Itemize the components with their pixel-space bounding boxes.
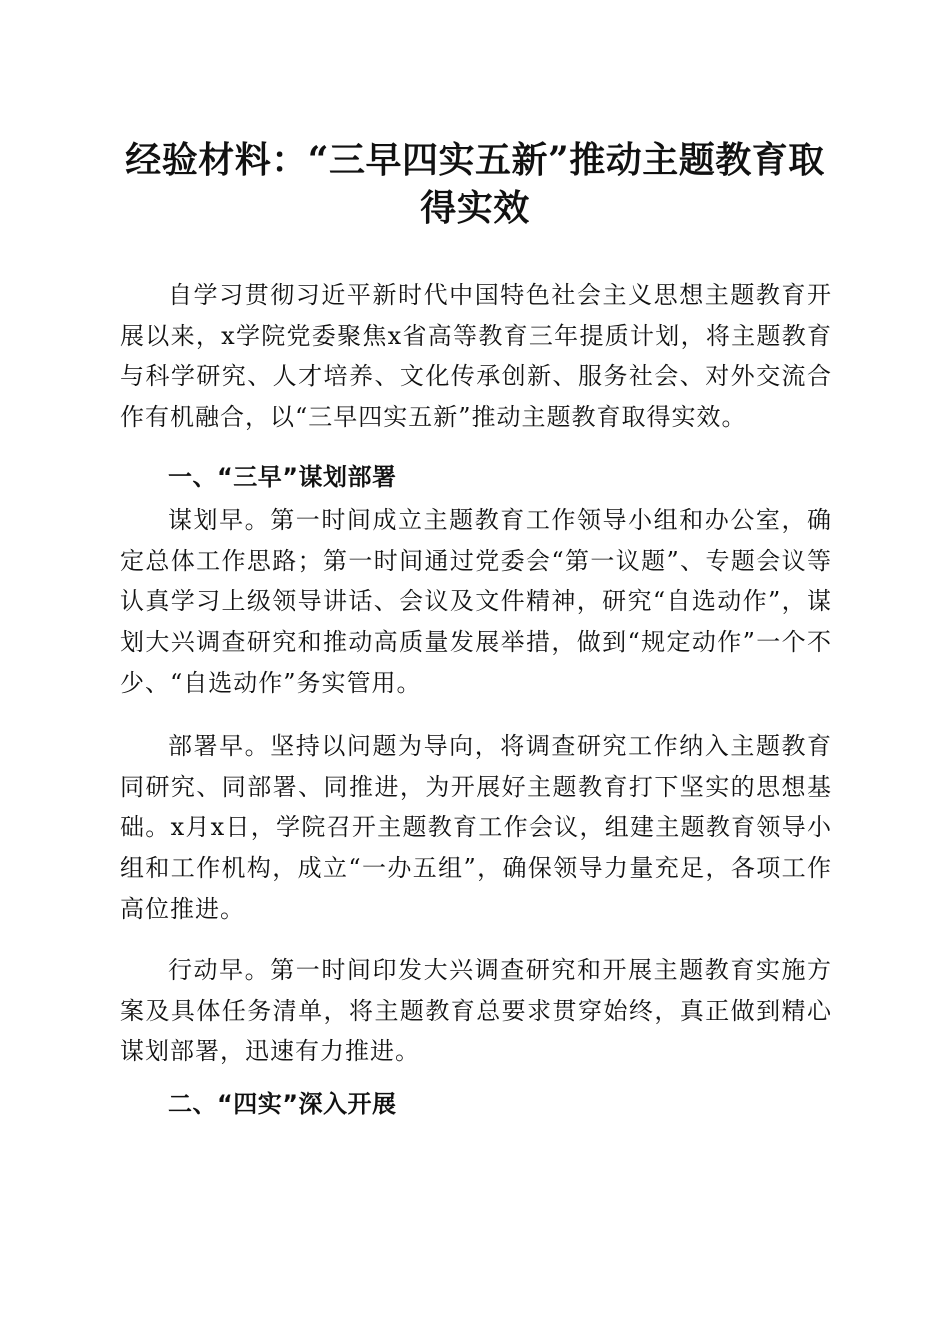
section-heading-1: 一、“三早”谋划部署 xyxy=(168,463,397,491)
paragraph-deploying-early: 部署早。坚持以问题为导向，将调查研究工作纳入主题教育同研究、同部署、同推进，为开展好主题教育打下坚实的思想基础。x月x日，学院召开主题教育工作会议，组建主题教育领导小组和工作机构，成立“一办五组”，确保领导力量充足，各项工作高位推进。 xyxy=(120,732,832,923)
intro-paragraph: 自学习贯彻习近平新时代中国特色社会主义思想主题教育开展以来，x学院党委聚焦x省高等教育三年提质计划，将主题教育与科学研究、人才培养、文化传承创新、服务社会、对外交流合作有机融合，以“三早四实五新”推动主题教育取得实效。 xyxy=(120,281,832,432)
paragraph-acting-early: 行动早。第一时间印发大兴调查研究和开展主题教育实施方案及具体任务清单，将主题教育总要求贯穿始终，真正做到精心谋划部署，迅速有力推进。 xyxy=(120,956,832,1066)
section-heading-2: 二、“四实”深入开展 xyxy=(168,1090,397,1118)
document-title: 经验材料：“三早四实五新”推动主题教育取得实效 xyxy=(125,139,825,229)
paragraph-planning-early: 谋划早。第一时间成立主题教育工作领导小组和办公室，确定总体工作思路；第一时间通过党委会“第一议题”、专题会议等认真学习上级领导讲话、会议及文件精神，研究“自选动作”，谋划大兴调查研究和推动高质量发展举措，做到“规定动作”一个不少、“自选动作”务实管用。 xyxy=(120,506,832,697)
